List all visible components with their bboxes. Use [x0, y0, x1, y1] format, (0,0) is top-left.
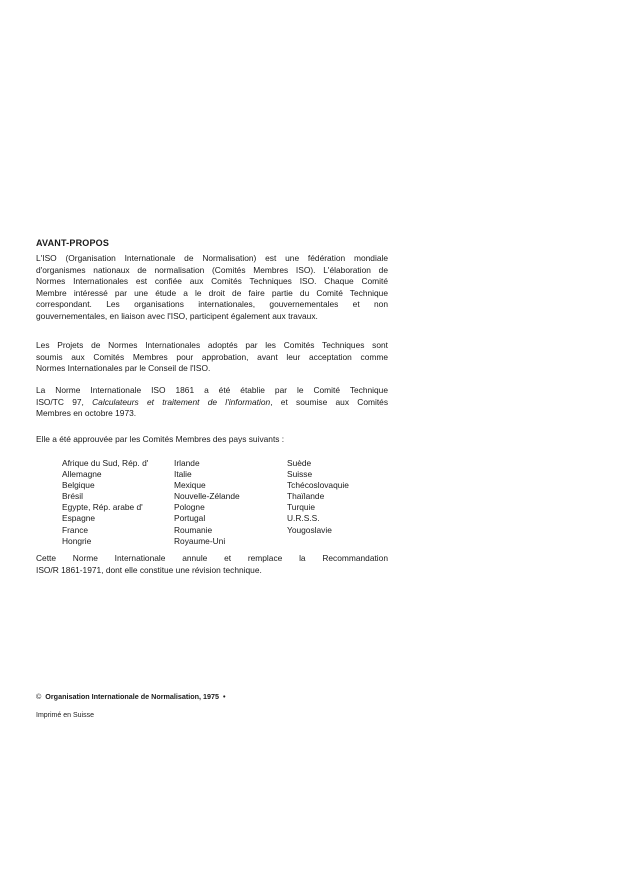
country-item: Yougoslavie	[287, 524, 332, 535]
country-item: Italie	[174, 469, 192, 480]
text-line: Membres en octobre 1973.	[36, 408, 137, 418]
text-line: La Norme Internationale ISO 1861 a été établie par le Comité Technique	[36, 385, 388, 395]
country-item: Pologne	[174, 502, 205, 513]
norm-paragraph	[36, 385, 388, 420]
text-line: Membre intéressé par une étude a le droit de faire partie du Comité Technique	[36, 287, 388, 298]
printed-in: Imprimé en Suisse	[36, 712, 94, 719]
country-item: Mexique	[174, 480, 206, 491]
approval-paragraph	[36, 434, 388, 446]
text-line: L'ISO (Organisation Internationale de Normalisation) est une fédération mondiale	[36, 253, 388, 263]
country-item: Afrique du Sud, Rép. d'	[62, 458, 149, 468]
country-item: Brésil	[62, 491, 83, 502]
country-item: Roumanie	[174, 524, 213, 535]
committee-ref: ISO/TC 97,	[36, 396, 84, 407]
text-line: ISO/R 1861-1971, dont elle constitue une révision technique.	[36, 564, 262, 575]
text-line: gouvernementales, en liaison avec l'ISO, participent également aux travaux.	[36, 310, 318, 321]
bullet-icon: •	[223, 692, 226, 701]
country-item: Espagne	[62, 513, 96, 524]
committee-title: Calculateurs et traitement de l'information	[92, 396, 271, 407]
country-item: Nouvelle-Zélande	[174, 491, 240, 502]
country-item: France	[62, 524, 89, 535]
copyright-notice	[36, 692, 226, 701]
country-column	[62, 458, 148, 547]
country-item: Turquie	[287, 502, 316, 513]
replacement-paragraph	[36, 553, 388, 576]
country-item: Hongrie	[62, 535, 92, 546]
country-item: Allemagne	[62, 469, 102, 480]
text-line: d'organismes nationaux de normalisation (Comités Membres ISO). L'élaboration de	[36, 264, 388, 275]
text-line: Les Projets de Normes Internationales adoptés par les Comités Techniques sont	[36, 340, 388, 350]
text-line: Cette Norme Internationale annule et remplace la Recommandation	[36, 553, 388, 563]
text-line: soumis aux Comités Membres pour approbation, avant leur acceptation comme	[36, 351, 388, 362]
intro-paragraph	[36, 253, 388, 322]
text-fragment: , et soumise aux Comités	[270, 396, 389, 407]
country-column	[174, 458, 240, 547]
country-item: Royaume-Uni	[174, 535, 226, 546]
country-item: Portugal	[174, 513, 206, 524]
country-item: Suisse	[287, 469, 313, 480]
text-line: Elle a été approuvée par les Comités Membres des pays suivants :	[36, 434, 285, 444]
country-item: Irlande	[174, 458, 200, 468]
text-line: Normes Internationales est confiée aux Comités Techniques ISO. Chaque Comité	[36, 276, 388, 286]
country-item: Suède	[287, 458, 312, 468]
copyright-text: Organisation Internationale de Normalisation, 1975	[45, 692, 220, 701]
country-column	[287, 458, 349, 536]
text-line: Normes Internationales par le Conseil de l'ISO.	[36, 363, 211, 373]
text-line: correspondant. Les organisations internationales, gouvernementales et non	[36, 299, 388, 309]
projects-paragraph	[36, 340, 388, 375]
text-line	[36, 397, 388, 409]
country-item: Thaïlande	[287, 491, 325, 502]
country-item: Belgique	[62, 480, 95, 491]
section-heading: AVANT-PROPOS	[36, 238, 110, 248]
country-item: Tchécoslovaquie	[287, 480, 349, 491]
copyright-icon: ©	[36, 692, 42, 701]
country-item: Egypte, Rép. arabe d'	[62, 502, 143, 513]
country-item: U.R.S.S.	[287, 513, 320, 524]
